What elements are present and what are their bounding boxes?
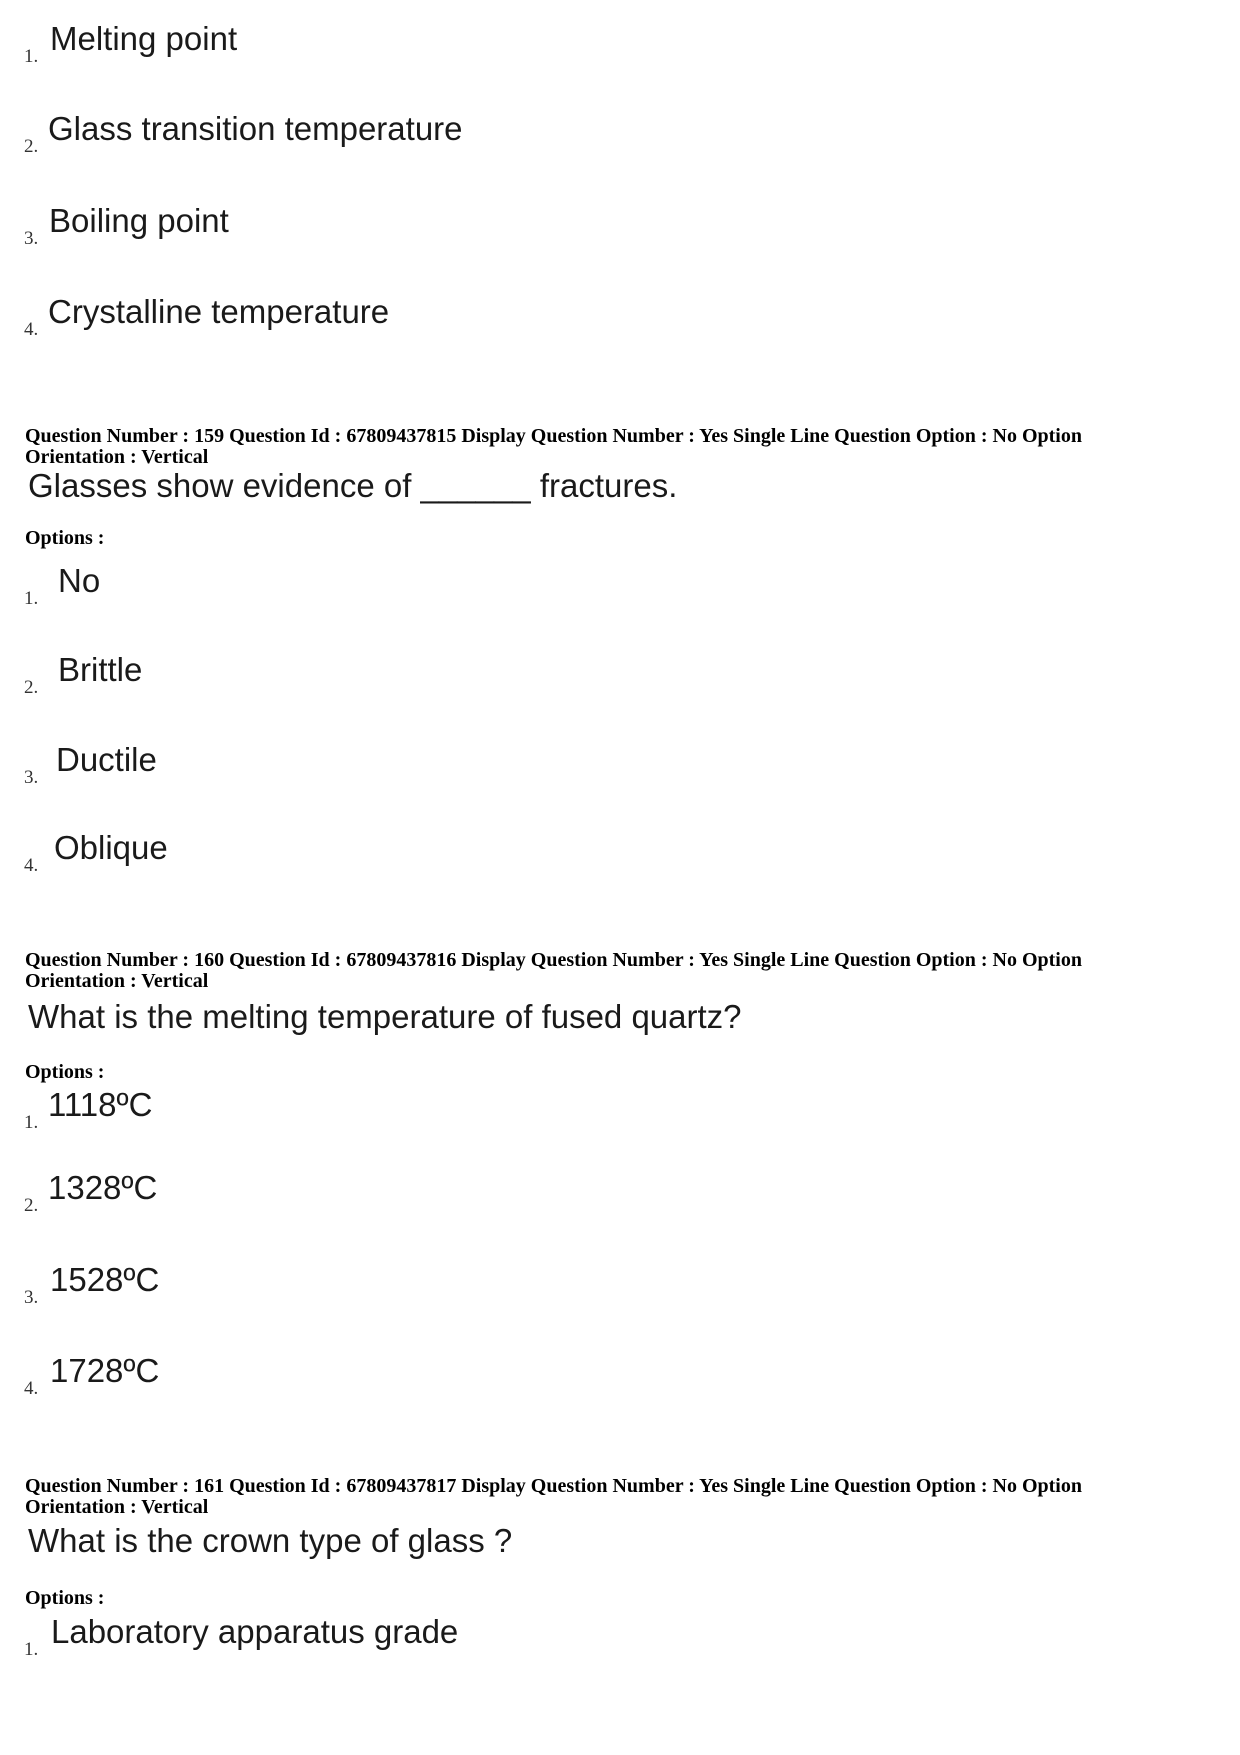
option-number: 3.	[24, 767, 39, 788]
option-text: 1328ºC	[48, 1169, 158, 1206]
options-label: Options :	[25, 1587, 105, 1609]
question-meta-line: Orientation : Vertical	[25, 970, 209, 992]
options-label: Options :	[25, 1061, 105, 1083]
option-text: Oblique	[54, 829, 168, 866]
option-number: 1.	[24, 1639, 39, 1660]
question-meta-line: Question Number : 159 Question Id : 67809437815 Display Question Number : Yes Single Line Question Option : No Option	[25, 425, 1082, 447]
question-meta-line: Orientation : Vertical	[25, 446, 209, 468]
option-number: 1.	[24, 1112, 39, 1133]
question-meta	[25, 950, 1225, 992]
question-meta-line: Orientation : Vertical	[25, 1496, 209, 1518]
option-number: 3.	[24, 228, 39, 249]
option-number: 2.	[24, 1195, 39, 1216]
question-meta-line: Question Number : 161 Question Id : 67809437817 Display Question Number : Yes Single Line Question Option : No Option	[25, 1475, 1082, 1497]
option-number: 2.	[24, 136, 39, 157]
option-text: Glass transition temperature	[48, 110, 463, 147]
question-text: What is the melting temperature of fused quartz?	[28, 998, 742, 1035]
option-text: Brittle	[58, 651, 143, 688]
question-meta-line: Question Number : 160 Question Id : 67809437816 Display Question Number : Yes Single Line Question Option : No Option	[25, 949, 1082, 971]
option-text: Crystalline temperature	[48, 293, 390, 330]
option-number: 4.	[24, 855, 39, 876]
option-text: Boiling point	[49, 202, 229, 239]
options-label: Options :	[25, 527, 105, 549]
option-number: 3.	[24, 1287, 39, 1308]
option-number: 4.	[24, 319, 39, 340]
question-meta	[25, 426, 1225, 468]
question-text: What is the crown type of glass ?	[28, 1522, 513, 1559]
option-text: Laboratory apparatus grade	[51, 1613, 459, 1650]
option-text: 1528ºC	[50, 1261, 160, 1298]
option-number: 1.	[24, 588, 39, 609]
option-text: 1728ºC	[50, 1352, 160, 1389]
option-number: 2.	[24, 677, 39, 698]
question-meta	[25, 1476, 1225, 1518]
option-text: No	[58, 562, 101, 599]
question-text: Glasses show evidence of ______ fractures.	[28, 467, 678, 504]
option-number: 4.	[24, 1378, 39, 1399]
option-text: 1118ºC	[48, 1086, 153, 1123]
option-number: 1.	[24, 46, 39, 67]
option-text: Melting point	[50, 20, 238, 57]
option-text: Ductile	[56, 741, 157, 778]
